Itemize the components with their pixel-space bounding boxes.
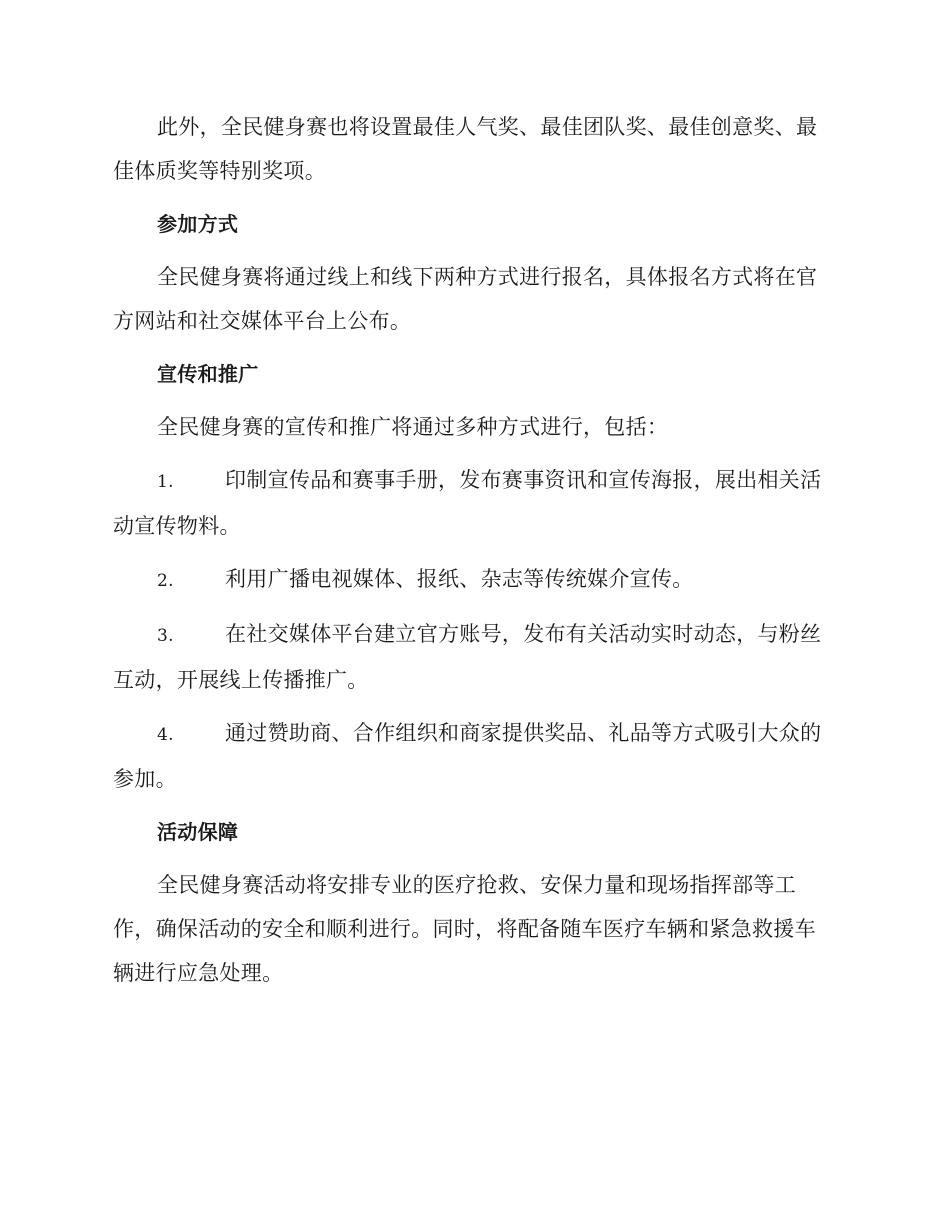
list-item-number: 4. <box>157 725 174 745</box>
list-item-number: 1. <box>157 472 174 492</box>
section-heading-participation: 参加方式 <box>157 212 239 236</box>
section-heading-promotion: 宣传和推广 <box>157 362 259 386</box>
list-item-text: 通过赞助商、合作组织和商家提供奖品、礼品等方式吸引大众的参加。 <box>113 721 822 791</box>
list-item <box>113 458 833 548</box>
section-paragraph-safeguards: 全民健身赛活动将安排专业的医疗抢救、安保力量和现场指挥部等工作，确保活动的安全和顺利进行。同时，将配备随车医疗车辆和紧急救援车辆进行应急处理。 <box>113 873 816 985</box>
list-item-number: 2. <box>157 571 174 591</box>
list-item <box>113 711 833 801</box>
list-item <box>113 557 833 603</box>
section-paragraph-promotion: 全民健身赛的宣传和推广将通过多种方式进行，包括： <box>157 415 669 439</box>
intro-paragraph: 此外，全民健身赛也将设置最佳人气奖、最佳团队奖、最佳创意奖、最佳体质奖等特别奖项。 <box>113 115 818 183</box>
list-item-text: 印制宣传品和赛事手册，发布赛事资讯和宣传海报，展出相关活动宣传物料。 <box>113 468 822 538</box>
section-paragraph-participation: 全民健身赛将通过线上和线下两种方式进行报名，具体报名方式将在官方网站和社交媒体平台上公布。 <box>113 265 818 333</box>
list-item-number: 3. <box>157 626 174 646</box>
document-body <box>113 105 833 1004</box>
list-item-text: 利用广播电视媒体、报纸、杂志等传统媒介宣传。 <box>225 567 694 591</box>
list-item <box>113 612 833 702</box>
list-item-text: 在社交媒体平台建立官方账号，发布有关活动实时动态，与粉丝互动，开展线上传播推广。 <box>113 622 822 692</box>
section-heading-safeguards: 活动保障 <box>157 820 239 844</box>
